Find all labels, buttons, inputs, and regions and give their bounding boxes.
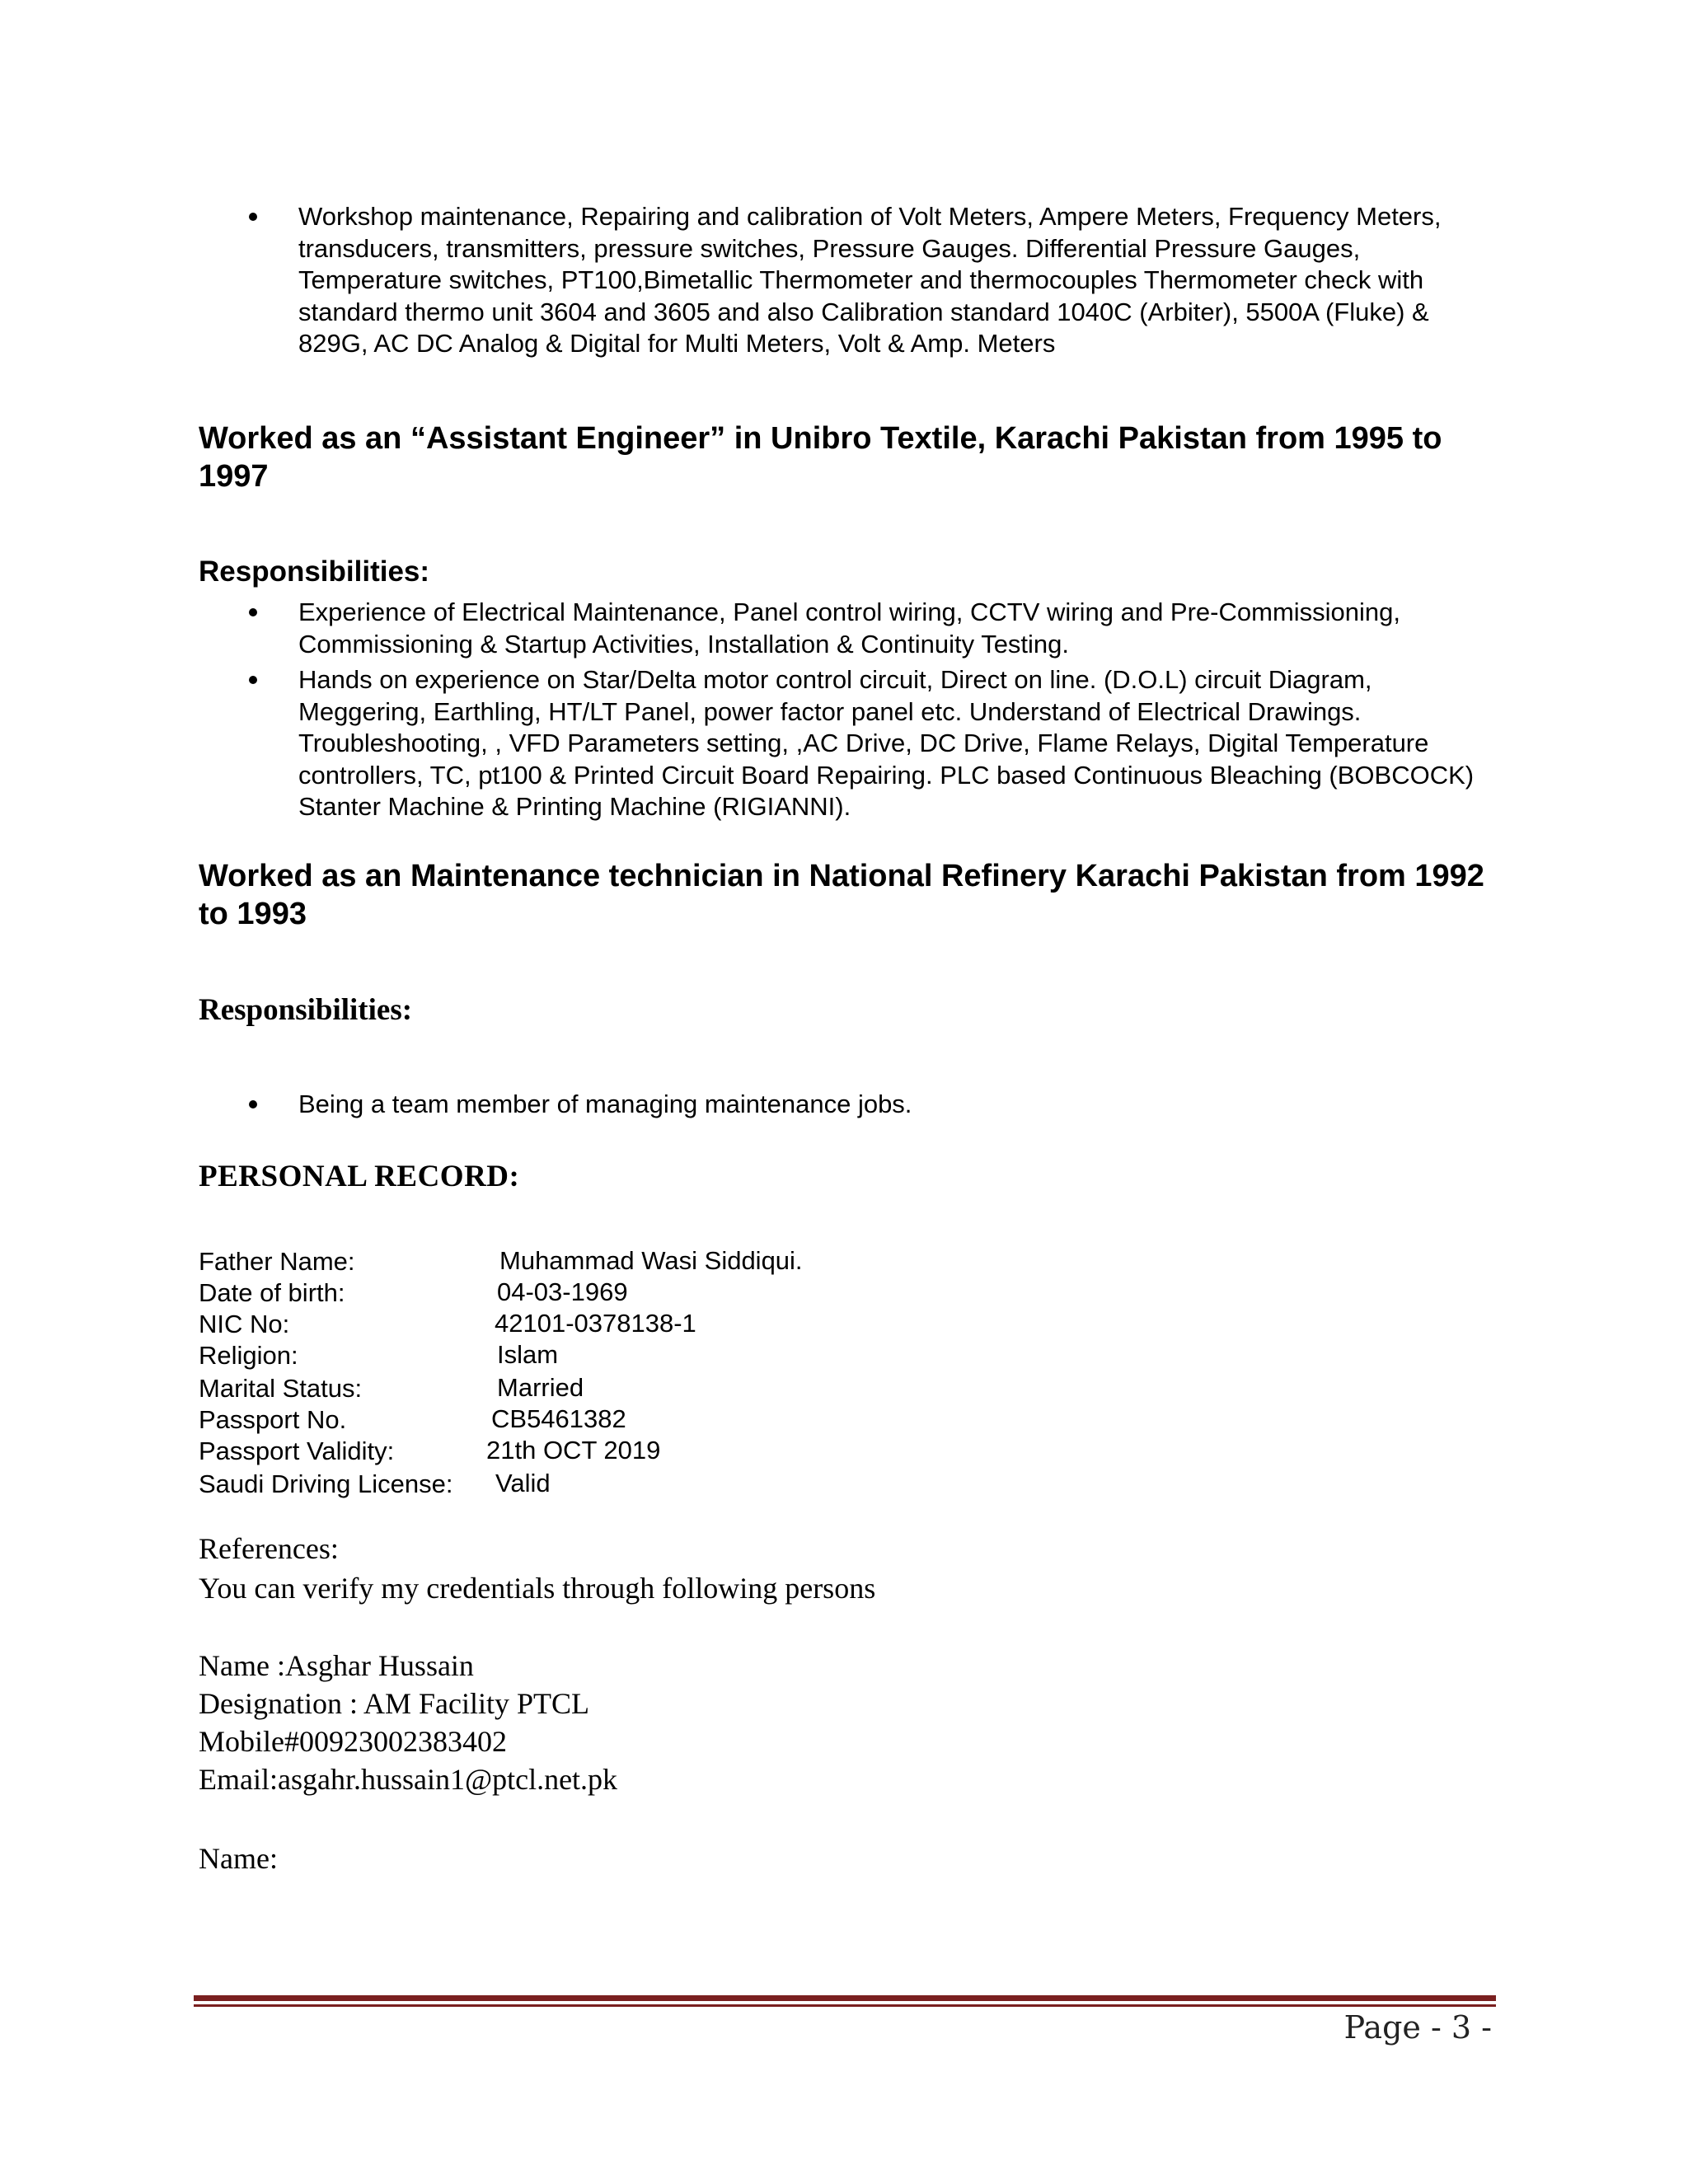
- reference2-name: Name:: [199, 1842, 278, 1875]
- job1-heading: Worked as an “Assistant Engineer” in Unibro Textile, Karachi Pakistan from 1995 to 1997: [199, 421, 1442, 494]
- reference-email: Email:asgahr.hussain1@ptcl.net.pk: [199, 1763, 618, 1796]
- footer-rule-thin: [194, 2004, 1496, 2007]
- references-intro: You can verify my credentials through following persons: [199, 1572, 876, 1605]
- bullet-text: Being a team member of managing maintenance jobs.: [298, 1090, 912, 1118]
- record-label-passport-validity: Passport Validity:: [199, 1436, 395, 1465]
- record-value-driving-license: Valid: [495, 1469, 551, 1497]
- record-value-date-of-birth: 04-03-1969: [497, 1277, 628, 1306]
- reference-mobile: Mobile#00923002383402: [199, 1725, 507, 1758]
- job1-bullet-list: [0, 597, 1533, 823]
- record-label-date-of-birth: Date of birth:: [199, 1278, 345, 1307]
- record-label-driving-license: Saudi Driving License:: [199, 1469, 453, 1498]
- reference-designation: Designation : AM Facility PTCL: [199, 1687, 589, 1720]
- personal-record-title: PERSONAL RECORD:: [199, 1160, 520, 1193]
- job2-heading: Worked as an Maintenance technician in National Refinery Karachi Pakistan from 1992 to 1993: [199, 859, 1484, 931]
- record-label-passport-no: Passport No.: [199, 1405, 347, 1434]
- list-item: [0, 597, 1533, 660]
- job2-bullet-list: [0, 1089, 1533, 1121]
- record-value-passport-validity: 21th OCT 2019: [486, 1436, 661, 1465]
- list-item: [0, 1089, 1533, 1121]
- record-value-passport-no: CB5461382: [491, 1404, 626, 1433]
- record-value-religion: Islam: [497, 1340, 559, 1369]
- bullet-icon: [249, 1100, 257, 1108]
- record-label-nic: NIC No:: [199, 1310, 290, 1338]
- intro-bullet-list: [0, 201, 1533, 360]
- record-label-marital-status: Marital Status:: [199, 1374, 363, 1403]
- record-value-father-name: Muhammad Wasi Siddiqui.: [499, 1246, 803, 1275]
- bullet-icon: [249, 213, 257, 221]
- footer-rule-thick: [194, 1995, 1496, 2001]
- bullet-text: Workshop maintenance, Repairing and calibration of Volt Meters, Ampere Meters, Frequency Meters, transducers, transmitters, pressure switches, Pressure Gauges. Differential Pressure Gauges, Temperature switches, PT100,Bimetallic Thermometer and thermocouples Thermometer check with standard thermo unit 3604 and 3605 and also Calibration standard 1040C (Arbiter), 5500A (Fluke) & 829G, AC DC Analog & Digital for Multi Meters, Volt & Amp. Meters: [298, 202, 1442, 358]
- list-item: [0, 201, 1533, 360]
- record-label-father-name: Father Name:: [199, 1247, 355, 1276]
- record-value-nic: 42101-0378138-1: [495, 1309, 696, 1338]
- bullet-text: Experience of Electrical Maintenance, Panel control wiring, CCTV wiring and Pre-Commissioning, Commissioning & Startup Activities, Installation & Continuity Testing.: [298, 598, 1401, 658]
- record-value-marital-status: Married: [497, 1373, 584, 1402]
- bullet-icon: [249, 676, 257, 684]
- job2-responsibilities-label: Responsibilities:: [199, 993, 413, 1027]
- list-item: [0, 664, 1533, 823]
- bullet-icon: [249, 608, 257, 616]
- references-title: References:: [199, 1532, 339, 1565]
- reference-name: Name :Asghar Hussain: [199, 1649, 474, 1682]
- bullet-text: Hands on experience on Star/Delta motor control circuit, Direct on line. (D.O.L) circuit Diagram, Meggering, Earthling, HT/LT Panel, power factor panel etc. Understand of Electrical Drawings. Troubleshooting, , VFD Parameters setting, ,AC Drive, DC Drive, Flame Relays, Digital Temperature controllers, TC, pt100 & Printed Circuit Board Repairing. PLC based Continuous Bleaching (BOBCOCK) Stanter Machine & Printing Machine (RIGIANNI).: [298, 665, 1475, 821]
- record-label-religion: Religion:: [199, 1341, 298, 1370]
- page-number: Page - 3 -: [1343, 2009, 1492, 2046]
- job1-responsibilities-label: Responsibilities:: [199, 555, 430, 588]
